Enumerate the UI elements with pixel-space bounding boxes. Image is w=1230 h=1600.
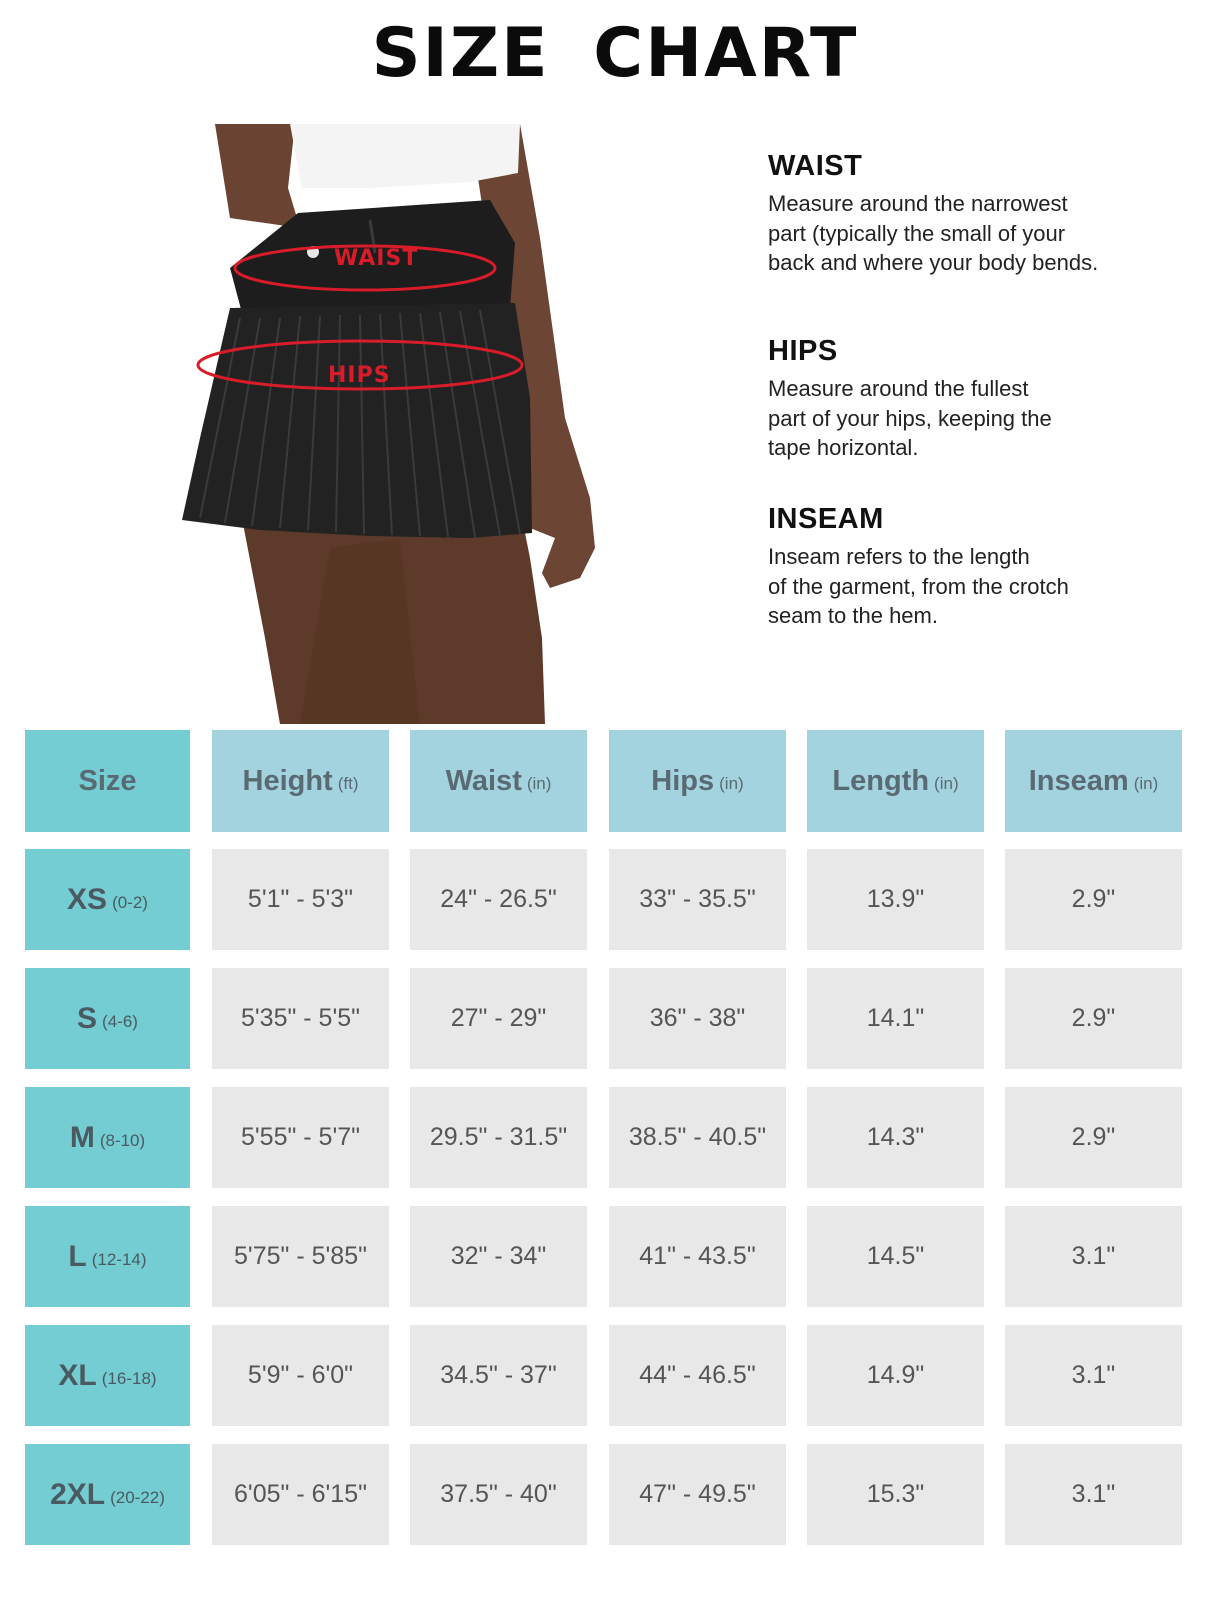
value-waist-xl: 34.5" - 37" [410, 1325, 587, 1426]
size-label: L [68, 1239, 87, 1273]
value-hips-xs: 33" - 35.5" [609, 849, 786, 950]
size-range: (12-14) [91, 1249, 147, 1269]
skirt-model-illustration [170, 118, 630, 724]
size-cell-s [25, 968, 190, 1069]
inseam-description: Inseam refers to the length of the garment, from the crotch seam to the hem. [768, 544, 1069, 628]
value-hips-m: 38.5" - 40.5" [609, 1087, 786, 1188]
size-label: XS [67, 882, 108, 916]
value-length-2xl: 15.3" [807, 1444, 984, 1545]
header-length [807, 730, 984, 832]
size-range: (20-22) [110, 1487, 165, 1507]
size-range: (16-18) [101, 1368, 157, 1388]
value-inseam-xs: 2.9" [1005, 849, 1182, 950]
size-cell-2xl [25, 1444, 190, 1545]
header-label: Height [242, 764, 333, 797]
header-hips [609, 730, 786, 832]
page-title: SIZE CHART [371, 14, 859, 93]
header-label: Inseam [1028, 764, 1129, 797]
value-length-xs: 13.9" [807, 849, 984, 950]
value-hips-2xl: 47" - 49.5" [609, 1444, 786, 1545]
size-label: S [77, 1001, 98, 1035]
value-inseam-2xl: 3.1" [1005, 1444, 1182, 1545]
size-cell-m [25, 1087, 190, 1188]
hips-heading: HIPS [768, 335, 838, 367]
size-label: M [69, 1120, 95, 1154]
header-label: Hips [651, 764, 715, 797]
value-waist-m: 29.5" - 31.5" [410, 1087, 587, 1188]
value-waist-l: 32" - 34" [410, 1206, 587, 1307]
value-waist-s: 27" - 29" [410, 968, 587, 1069]
value-inseam-l: 3.1" [1005, 1206, 1182, 1307]
value-hips-xl: 44" - 46.5" [609, 1325, 786, 1426]
header-unit: (in) [934, 774, 959, 793]
value-length-m: 14.3" [807, 1087, 984, 1188]
waist-description: Measure around the narrowest part (typically the small of your back and where your body bends. [768, 191, 1099, 275]
size-cell-xs [25, 849, 190, 950]
header-height [212, 730, 389, 832]
value-height-m: 5'55" - 5'7" [212, 1087, 389, 1188]
value-hips-s: 36" - 38" [609, 968, 786, 1069]
value-length-xl: 14.9" [807, 1325, 984, 1426]
value-waist-2xl: 37.5" - 40" [410, 1444, 587, 1545]
value-length-l: 14.5" [807, 1206, 984, 1307]
size-label: 2XL [50, 1477, 106, 1511]
value-length-s: 14.1" [807, 968, 984, 1069]
value-height-s: 5'35" - 5'5" [212, 968, 389, 1069]
value-waist-xs: 24" - 26.5" [410, 849, 587, 950]
value-hips-l: 41" - 43.5" [609, 1206, 786, 1307]
header-unit: (in) [719, 774, 744, 793]
header-unit: (in) [526, 774, 552, 793]
header-label: Waist [445, 764, 522, 797]
inseam-instructions [768, 503, 1188, 631]
value-inseam-xl: 3.1" [1005, 1325, 1182, 1426]
value-inseam-s: 2.9" [1005, 968, 1182, 1069]
value-height-2xl: 6'05" - 6'15" [212, 1444, 389, 1545]
header-inseam [1005, 730, 1182, 832]
header-label: Size [78, 764, 137, 797]
waist-marker-label: WAIST [334, 246, 419, 271]
size-cell-xl [25, 1325, 190, 1426]
size-label: XL [58, 1358, 97, 1392]
header-unit: (in) [1133, 774, 1159, 793]
size-range: (0-2) [112, 892, 148, 912]
size-range: (4-6) [102, 1011, 138, 1031]
hips-description: Measure around the fullest part of your hips, keeping the tape horizontal. [768, 376, 1052, 460]
value-height-xs: 5'1" - 5'3" [212, 849, 389, 950]
header-waist [410, 730, 587, 832]
inseam-heading: INSEAM [768, 503, 884, 535]
waist-heading: WAIST [768, 150, 863, 182]
hips-marker-label: HIPS [328, 363, 391, 388]
waist-instructions [768, 150, 1188, 278]
header-unit: (ft) [337, 774, 359, 793]
hips-instructions [768, 335, 1188, 463]
size-cell-l [25, 1206, 190, 1307]
header-size [25, 730, 190, 832]
value-height-l: 5'75" - 5'85" [212, 1206, 389, 1307]
value-inseam-m: 2.9" [1005, 1087, 1182, 1188]
header-label: Length [832, 764, 930, 797]
size-range: (8-10) [99, 1130, 146, 1150]
value-height-xl: 5'9" - 6'0" [212, 1325, 389, 1426]
